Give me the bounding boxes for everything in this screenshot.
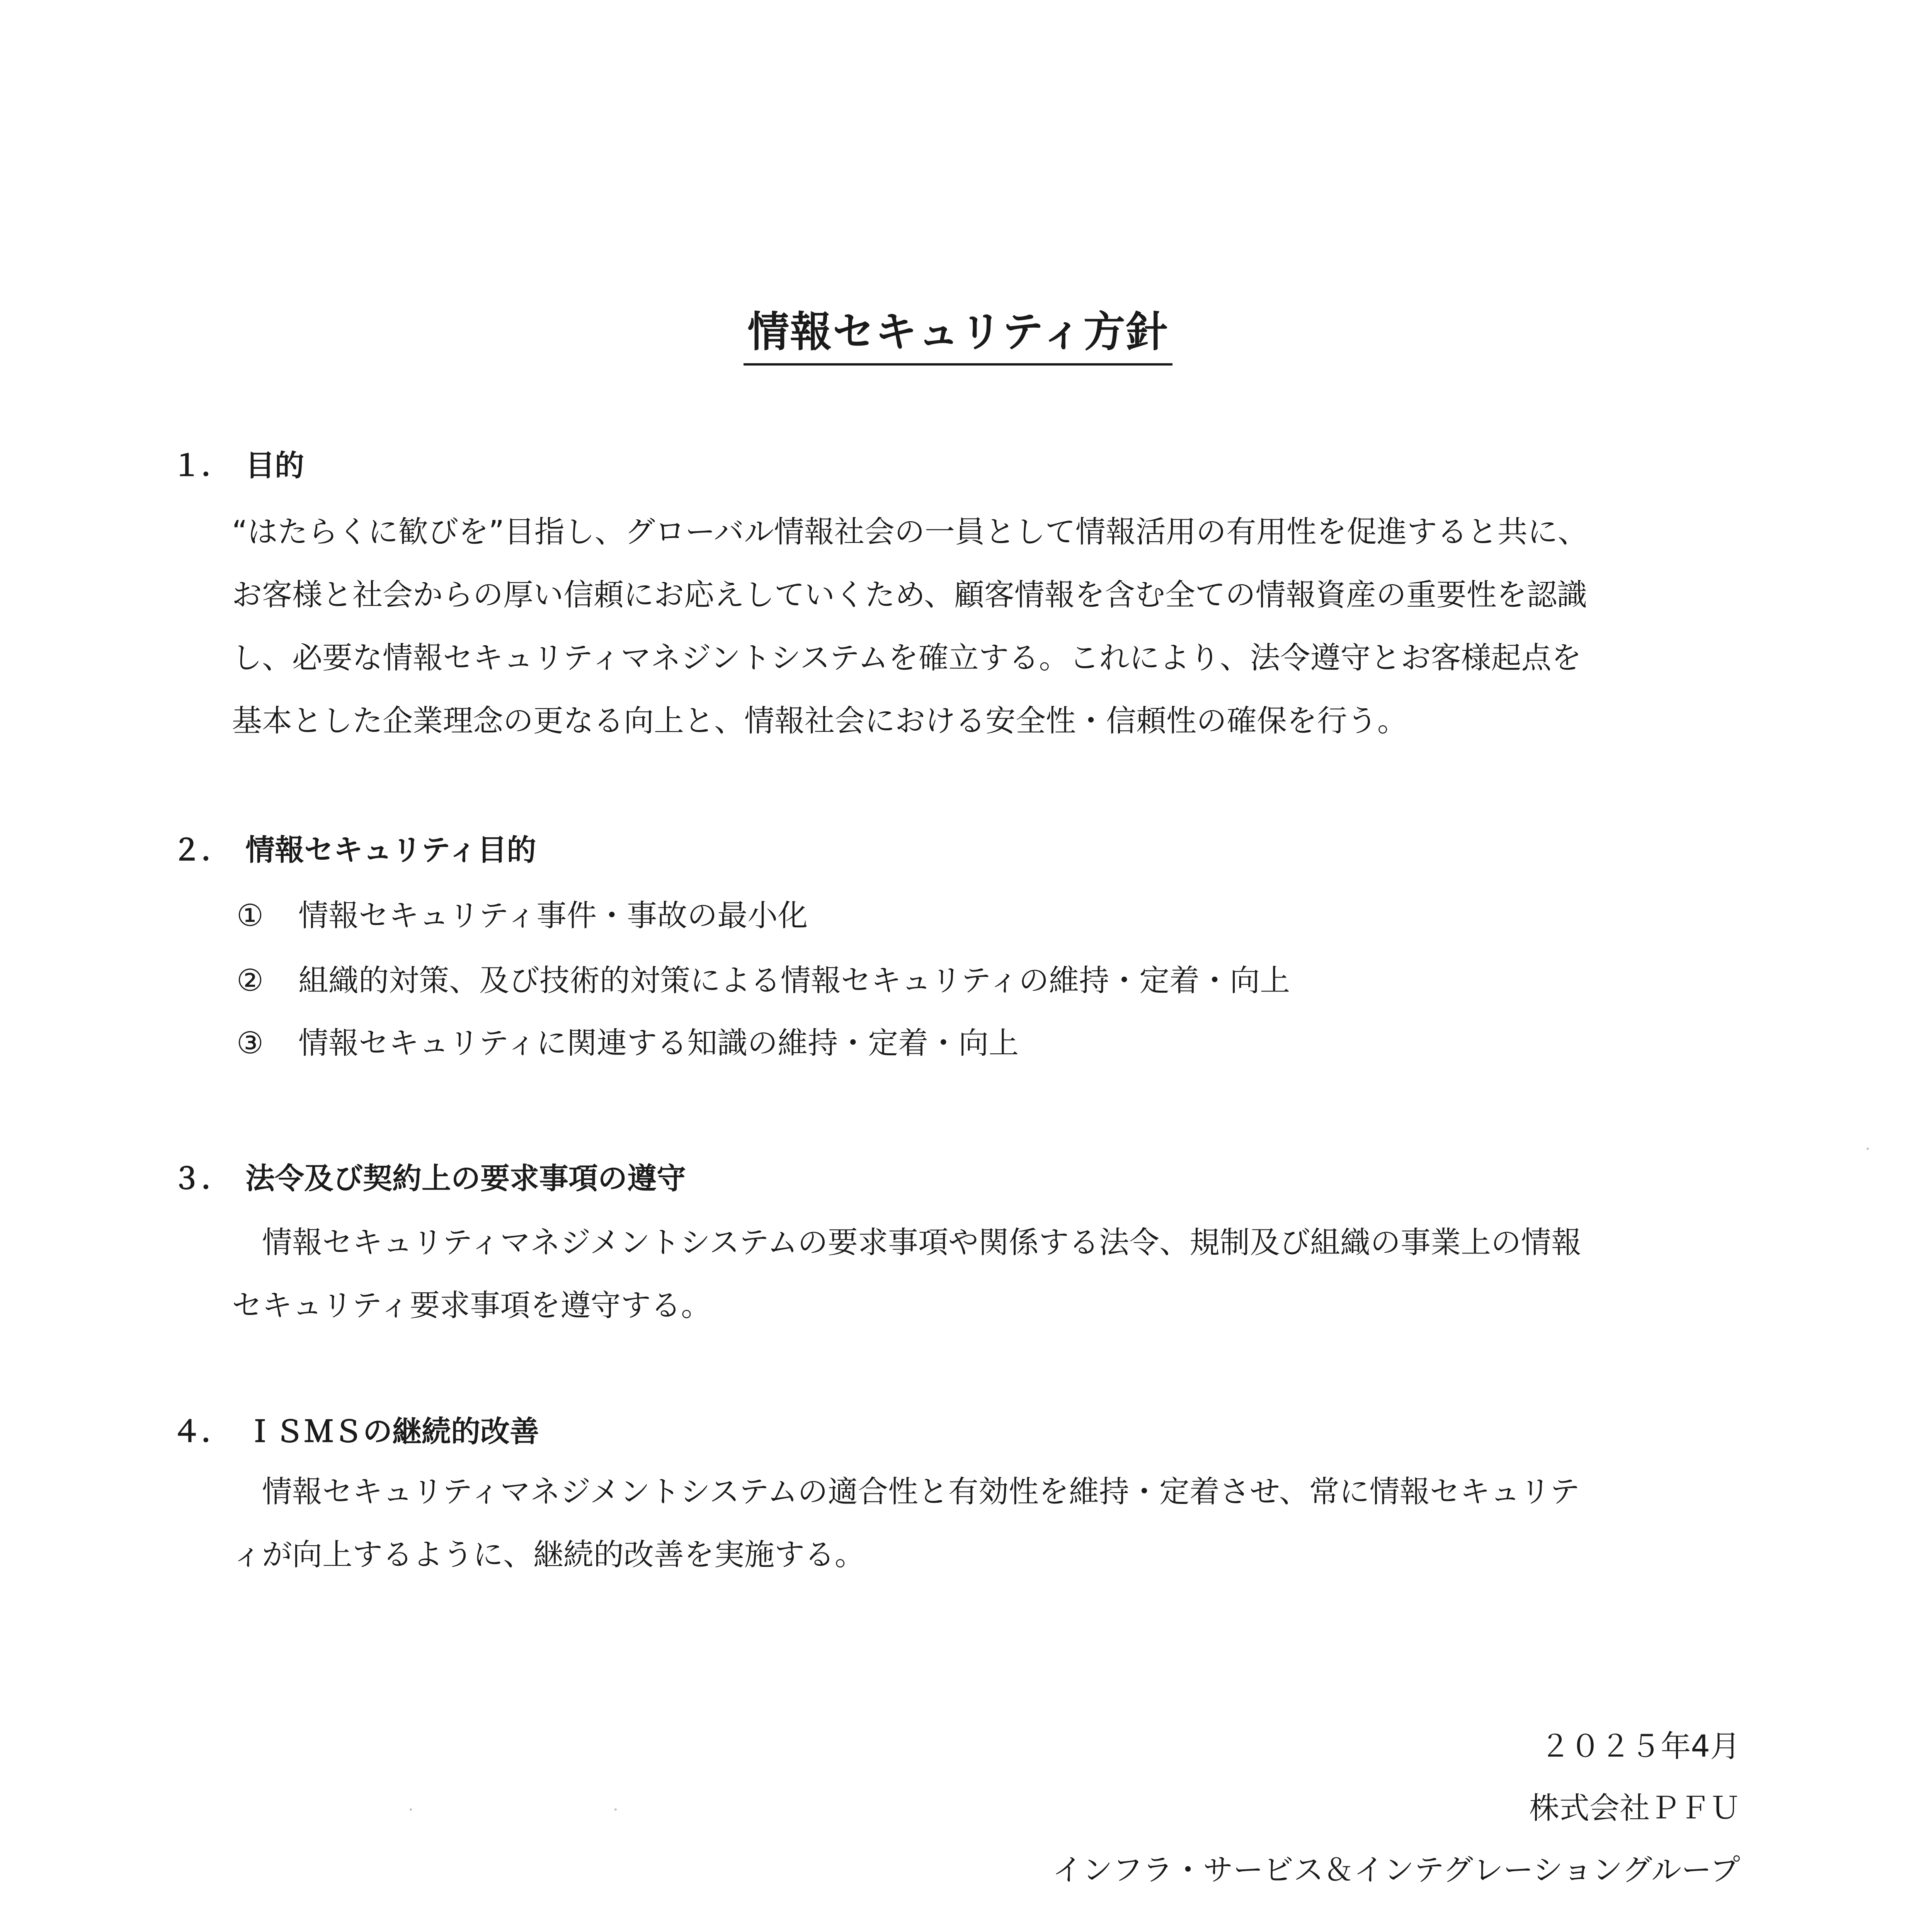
section-4-body	[232, 1461, 1778, 1587]
section-3-line: セキュリティ要求事項を遵守する。	[232, 1288, 711, 1323]
objective-item: ② 組織的対策、及び技術的対策による情報セキュリティの維持・定着・向上	[237, 963, 1290, 998]
handwritten-signature	[1051, 1924, 1631, 1932]
group-name: インフラ・サービス＆インテグレーショングループ	[1052, 1853, 1740, 1888]
section-4-heading: ４． ＩＳＭＳの継続的改善	[172, 1414, 539, 1449]
section-3-line: 情報セキュリティマネジメントシステムの要求事項や関係する法令、規制及び組織の事業上の情報	[232, 1225, 1582, 1260]
section-1-heading: １． 目的	[172, 448, 304, 483]
section-3-heading: ３． 法令及び契約上の要求事項の遵守	[172, 1161, 686, 1196]
section-2-heading: ２． 情報セキュリティ目的	[172, 833, 536, 867]
section-1-line: し、必要な情報セキュリティマネジントシステムを確立する。これにより、法令遵守とお客様起点を	[232, 641, 1582, 675]
section-4-line: ィが向上するように、継続的改善を実施する。	[232, 1537, 865, 1572]
section-3-body	[232, 1211, 1778, 1337]
scan-speck	[410, 1808, 412, 1811]
issue-date: ２０２５年4月	[1540, 1729, 1740, 1764]
section-1-body	[232, 501, 1778, 753]
scan-speck	[1867, 1148, 1869, 1150]
scan-speck	[614, 1808, 617, 1811]
section-1-line: 基本とした企業理念の更なる向上と、情報社会における安全性・信頼性の確保を行う。	[232, 704, 1408, 738]
company-name: 株式会社ＰＦＵ	[1529, 1791, 1740, 1826]
section-1-line: お客様と社会からの厚い信頼にお応えしていくため、顧客情報を含む全ての情報資産の重要性を認識	[232, 578, 1587, 612]
section-1-line: “はたらくに歓びを”目指し、グローバル情報社会の一員として情報活用の有用性を促進すると共に、	[232, 515, 1588, 549]
objective-item: ③ 情報セキュリティに関連する知識の維持・定着・向上	[237, 1026, 1019, 1061]
document-title: 情報セキュリティ方針	[0, 305, 1916, 366]
section-4-line: 情報セキュリティマネジメントシステムの適合性と有効性を維持・定着させ、常に情報セキュリテ	[232, 1475, 1580, 1509]
objective-item: ① 情報セキュリティ事件・事故の最小化	[237, 898, 808, 933]
